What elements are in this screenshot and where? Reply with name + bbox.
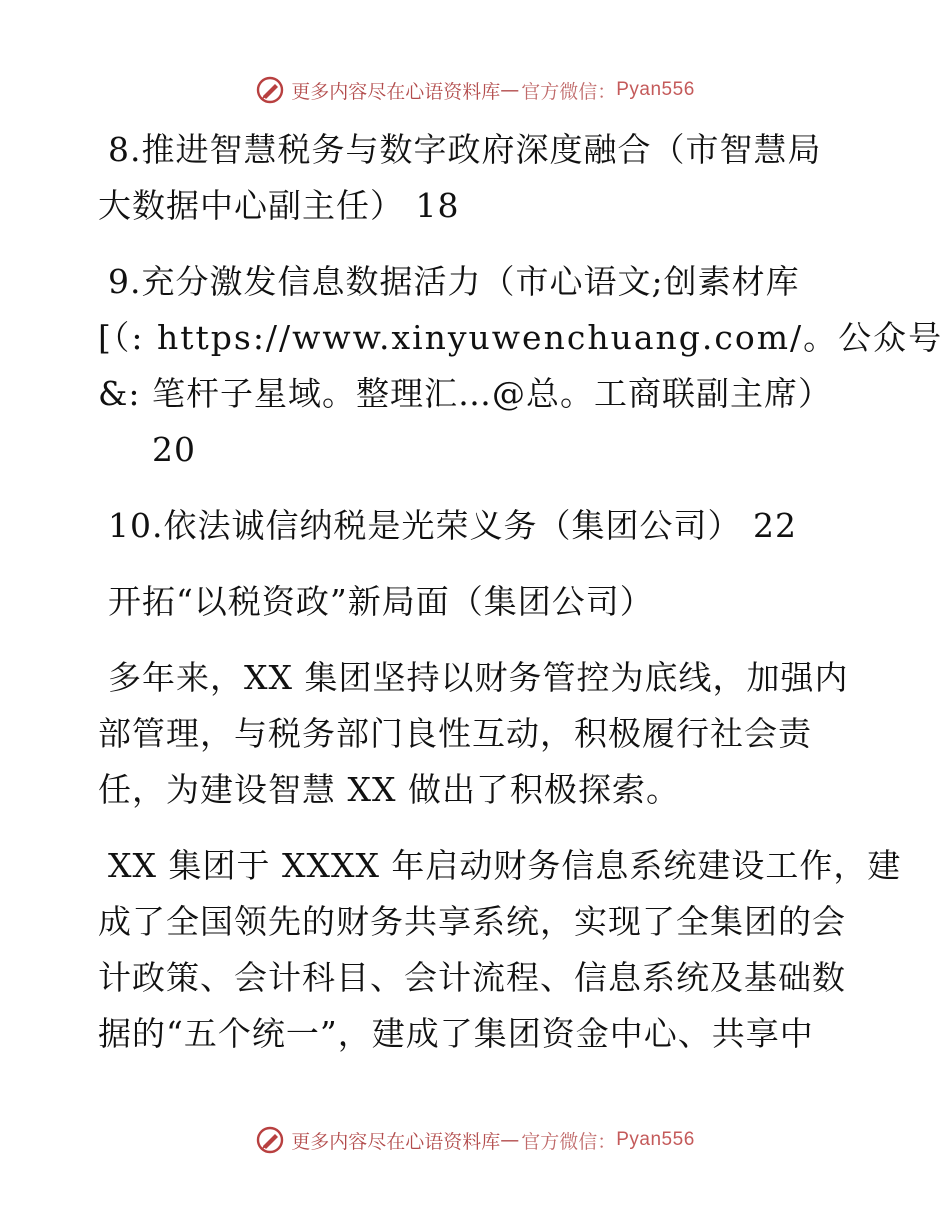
footer-watermark-wechat: 官方微信： — [521, 1130, 617, 1153]
header-watermark-id: Pyan556 — [616, 79, 695, 100]
paragraph-1-line-3: 任，为建设智慧 XX 做出了积极探索。 — [98, 770, 680, 809]
paragraph-1-line-1: 多年来，XX 集团坚持以财务管控为底线，加强内 — [108, 658, 849, 697]
footer-watermark-dash: — — [500, 1129, 520, 1151]
section-title: 开拓“以税资政”新局面（集团公司） — [108, 582, 654, 621]
document-body — [98, 122, 944, 1062]
paragraph-2-line-3: 计政策、会计科目、会计流程、信息系统及基础数 — [98, 958, 846, 997]
footer-watermark-text: 更多内容尽在心语资料库 — [291, 1130, 501, 1153]
header-watermark — [0, 70, 950, 110]
toc-item-10: 10.依法诚信纳税是光荣义务（集团公司） 22 — [108, 506, 797, 545]
pen-logo-icon — [255, 1125, 285, 1155]
toc-item-9-line-3: &: 笔杆子星域。整理汇…@总。工商联副主席） — [98, 374, 832, 413]
header-watermark-dash: — — [500, 79, 520, 101]
header-watermark-text: 更多内容尽在心语资料库 — [291, 80, 501, 103]
pen-logo-icon — [255, 75, 285, 105]
paragraph-1-line-2: 部管理，与税务部门良性互动，积极履行社会责 — [98, 714, 812, 753]
paragraph-2-line-4: 据的“五个统一”，建成了集团资金中心、共享中 — [98, 1014, 814, 1053]
header-watermark-wechat: 官方微信： — [521, 80, 617, 103]
toc-item-9-line-2: [（: https://www.xinyuwenchuang.com/。公众号 — [98, 318, 944, 357]
paragraph-2-line-2: 成了全国领先的财务共享系统，实现了全集团的会 — [98, 902, 846, 941]
toc-item-9-page: 20 — [152, 430, 196, 469]
toc-item-8-line-2: 大数据中心副主任） 18 — [98, 186, 460, 225]
paragraph-2-line-1: XX 集团于 XXXX 年启动财务信息系统建设工作，建 — [108, 846, 902, 885]
footer-watermark-id: Pyan556 — [616, 1129, 695, 1150]
footer-watermark — [0, 1120, 950, 1160]
toc-item-8-line-1: 8.推进智慧税务与数字政府深度融合（市智慧局 — [108, 130, 822, 169]
toc-item-9-line-1: 9.充分激发信息数据活力（市心语文;创素材库 — [108, 262, 800, 301]
